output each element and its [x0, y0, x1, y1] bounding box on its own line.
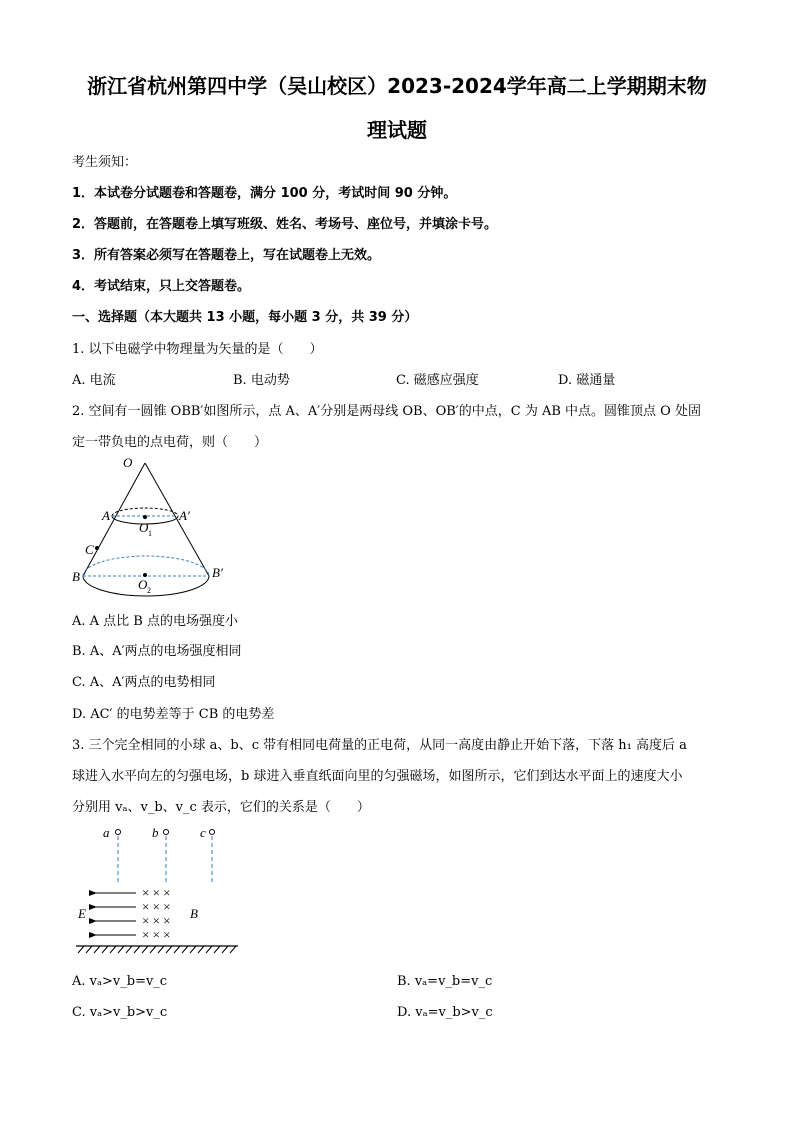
- notice-item-4: 4．考试结束，只上交答题卷。: [72, 279, 251, 294]
- label-o: O: [123, 455, 133, 470]
- label-o2-sub: 2: [147, 586, 151, 595]
- q1-option-b: B. 电动势: [233, 373, 290, 388]
- q2-option-a: A. A 点比 B 点的电场强度小: [72, 614, 238, 629]
- q3-option-a: A. vₐ>v_b=v_c: [72, 974, 168, 989]
- b-field-row-2: × × ×: [142, 899, 171, 914]
- point-o1: [143, 515, 147, 519]
- q3-option-b: B. vₐ=v_b=v_c: [397, 974, 493, 989]
- notice-item-3: 3．所有答案必须写在答题卷上，写在试题卷上无效。: [72, 248, 381, 263]
- exam-title-line1: 浙江省杭州第四中学（吴山校区）2023-2024学年高二上学期期末物: [87, 74, 707, 98]
- b-field-row-3: × × ×: [142, 913, 171, 928]
- cone-figure: [66, 450, 246, 600]
- q2-option-c: C. A、A′两点的电势相同: [72, 675, 216, 690]
- fields-figure: [72, 822, 242, 962]
- label-b: B: [72, 569, 80, 584]
- q3-stem-line3: 分别用 vₐ、v_b、v_c 表示，它们的关系是（ ）: [72, 800, 370, 815]
- notice-item-1: 1．本试卷分试题卷和答题卷，满分 100 分，考试时间 90 分钟。: [72, 186, 457, 201]
- ball-c-label: c: [200, 825, 206, 840]
- q1-stem: 1. 以下电磁学中物理量为矢量的是（ ）: [72, 342, 323, 357]
- q2-stem-line2: 定一带负电的点电荷，则（ ）: [72, 435, 268, 450]
- ball-b-label: b: [152, 825, 159, 840]
- label-a: A: [102, 508, 110, 523]
- b-field-row-1: × × ×: [142, 885, 171, 900]
- notice-item-2: 2．答题前，在答题卷上填写班级、姓名、考场号、座位号，并填涂卡号。: [72, 217, 498, 232]
- q1-option-d: D. 磁通量: [558, 373, 616, 388]
- ball-a: [116, 830, 121, 835]
- q2-stem-line1: 2. 空间有一圆锥 OBB′如图所示，点 A、A′分别是两母线 OB、OB′的中点，C 为 AB 中点。圆锥顶点 O 处固: [72, 404, 701, 419]
- q3-stem-line1: 3. 三个完全相同的小球 a、b、c 带有相同电荷量的正电荷，从同一高度由静止开始下落，下落 h₁ 高度后 a: [72, 738, 687, 753]
- b-field-row-4: × × ×: [142, 927, 171, 942]
- q1-option-c: C. 磁感应强度: [396, 373, 479, 388]
- q1-option-a: A. 电流: [72, 373, 116, 388]
- point-c: [95, 546, 99, 550]
- exam-title-line2: 理试题: [367, 118, 427, 142]
- section-heading: 一、选择题（本大题共 13 小题，每小题 3 分，共 39 分）: [72, 310, 418, 325]
- q2-option-d: D. AC′ 的电势差等于 CB 的电势差: [72, 707, 275, 722]
- label-a-prime: A′: [179, 508, 190, 523]
- base-ellipse-back: [83, 556, 209, 576]
- ball-b: [164, 830, 169, 835]
- label-o2: O: [138, 577, 148, 592]
- ground-hatching: [78, 946, 236, 953]
- label-o1-sub: 1: [148, 529, 152, 538]
- q3-stem-line2: 球进入水平向左的匀强电场，b 球进入垂直纸面向里的匀强磁场，如图所示，它们到达水平面上的速度大小: [72, 769, 683, 784]
- label-c: C: [85, 542, 94, 557]
- b-field-label: B: [190, 906, 198, 921]
- e-field-label: E: [78, 906, 86, 921]
- notice-heading: 考生须知：: [72, 155, 138, 170]
- q2-option-b: B. A、A′两点的电场强度相同: [72, 644, 242, 659]
- q3-option-c: C. vₐ>v_b>v_c: [72, 1005, 168, 1020]
- ball-a-label: a: [103, 825, 110, 840]
- label-b-prime: B′: [212, 565, 223, 580]
- label-o1: O: [139, 520, 149, 535]
- ball-c: [210, 830, 215, 835]
- q3-option-d: D. vₐ=v_b>v_c: [397, 1005, 493, 1020]
- upper-ellipse-back: [112, 508, 178, 516]
